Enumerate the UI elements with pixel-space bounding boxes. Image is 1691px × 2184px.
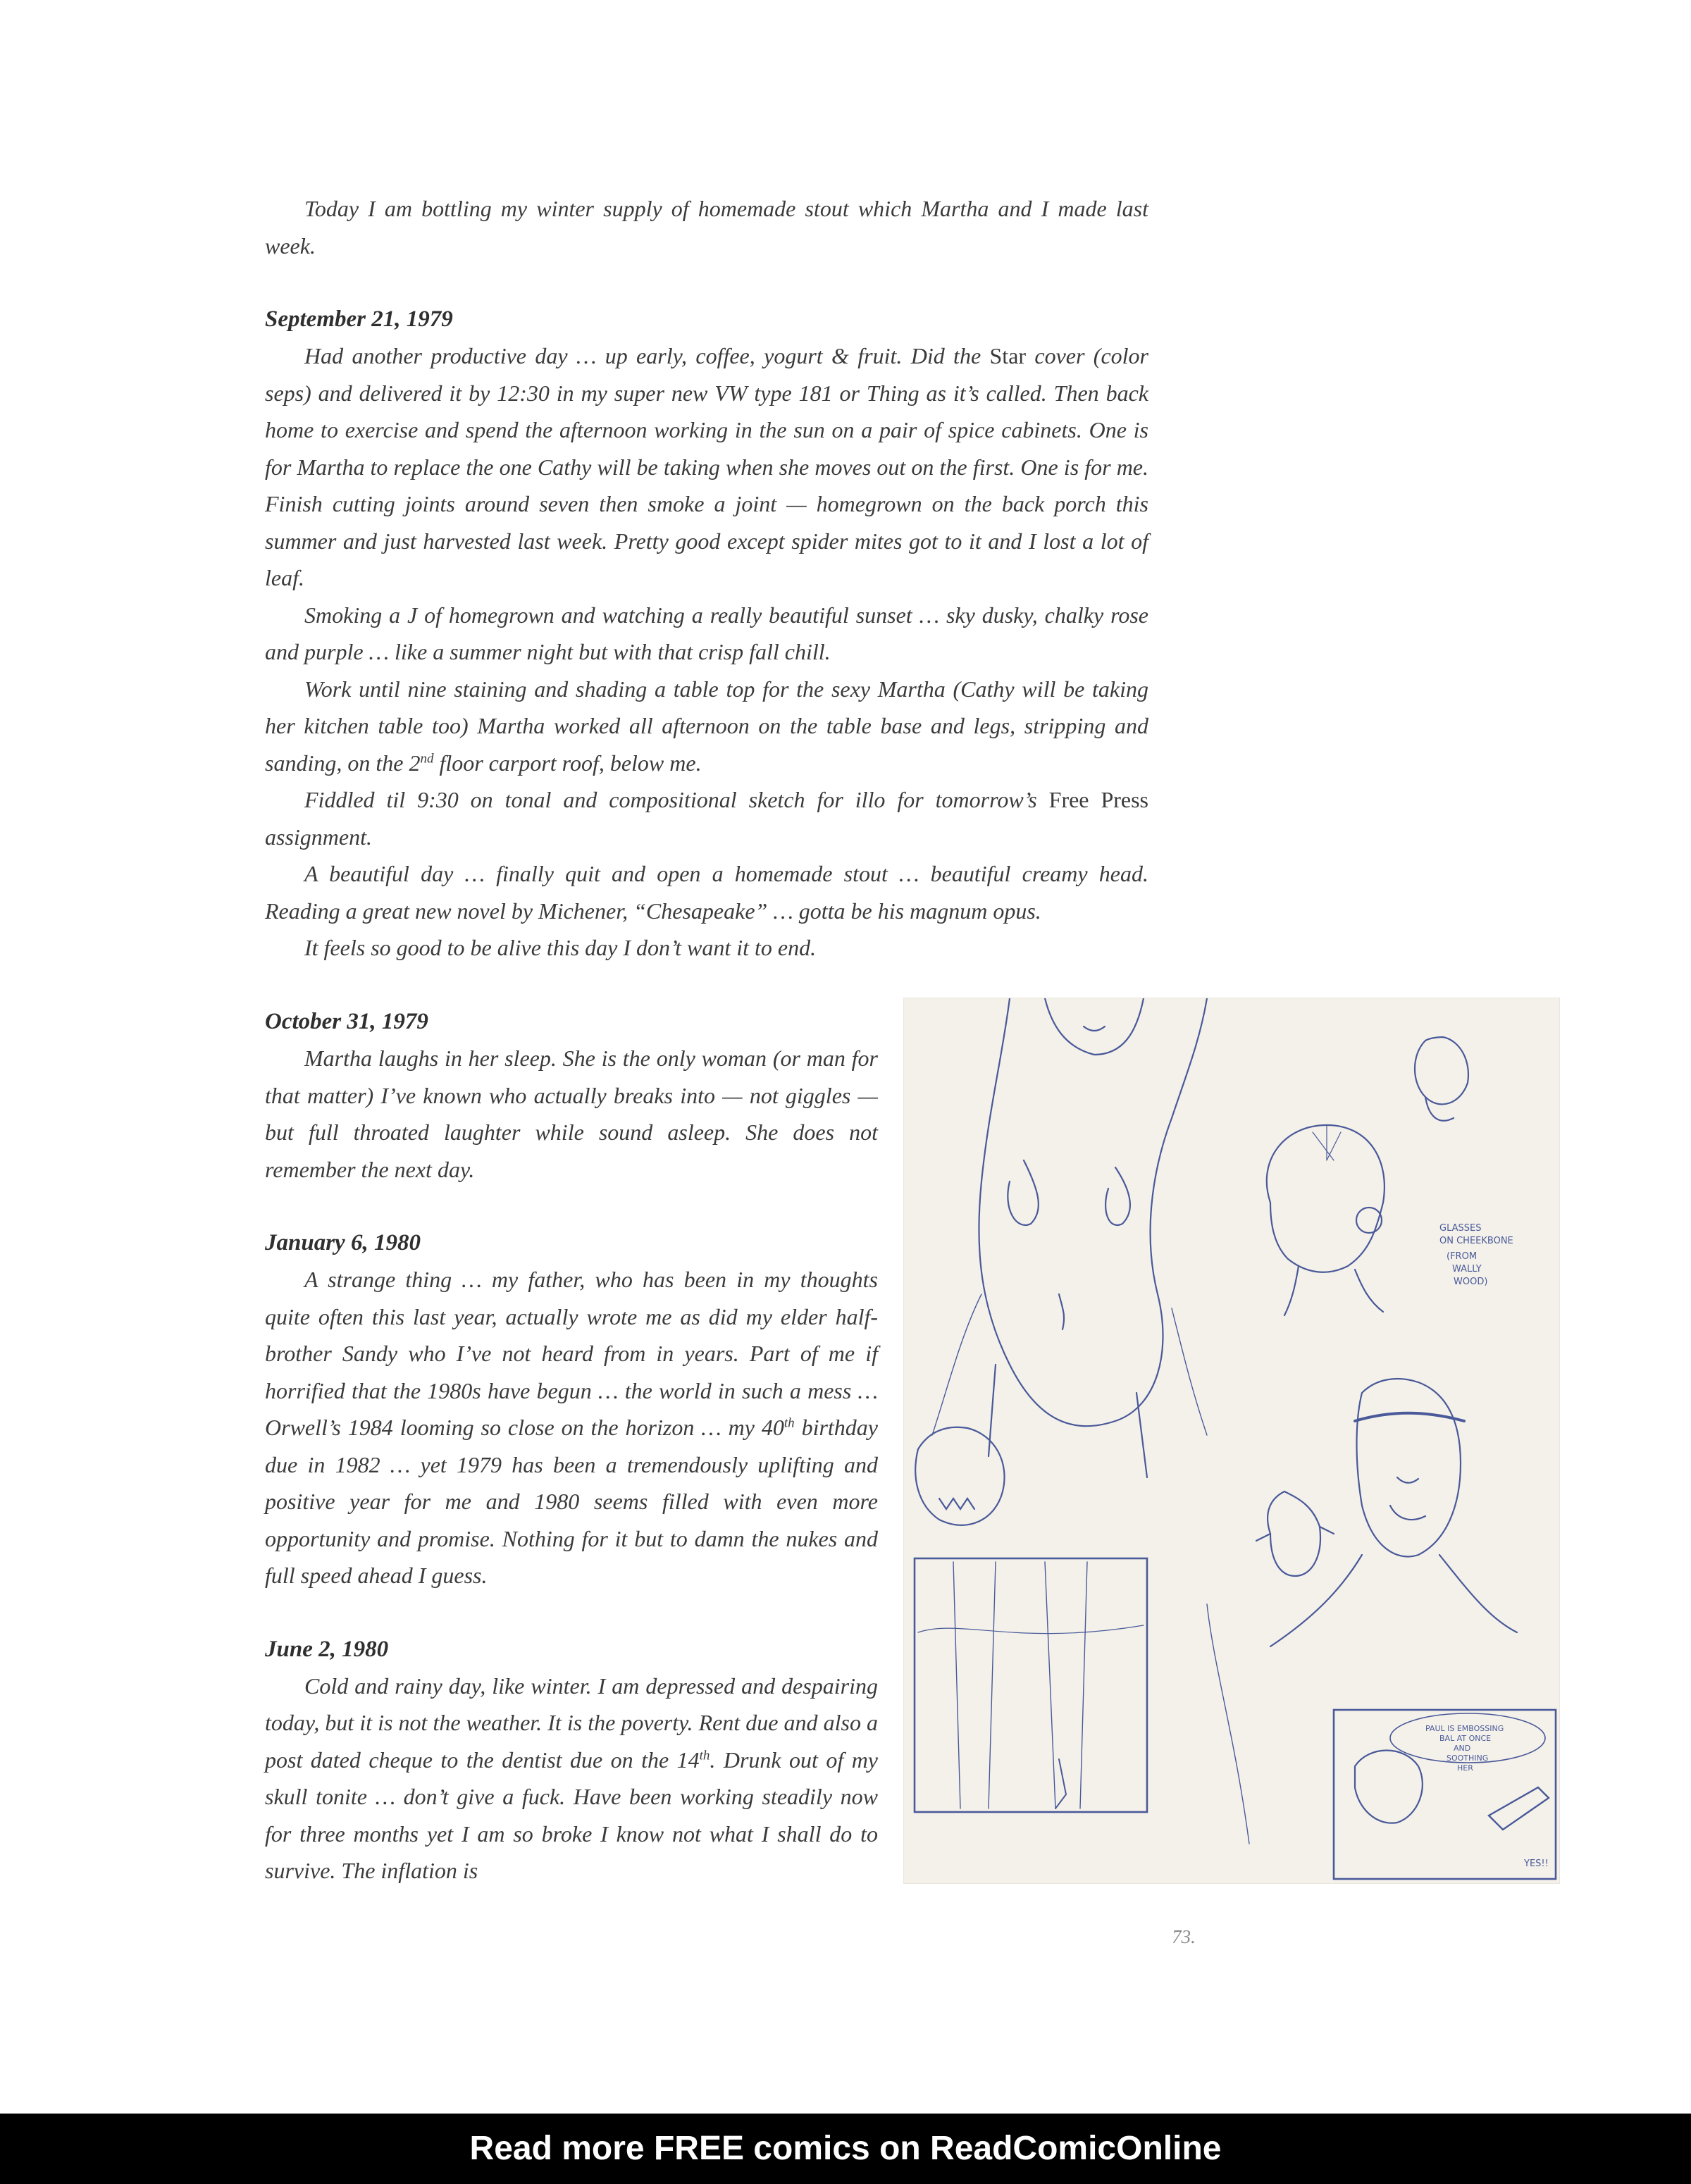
- journal-column-left: [265, 1003, 878, 1926]
- pen-sketches: [904, 998, 1559, 1883]
- newspaper-title: Free Press: [1048, 787, 1149, 812]
- entry-oct-31-1979: [265, 1003, 878, 1188]
- entry-paragraph: Martha laughs in her sleep. She is the only woman (or man for that matter) I’ve known who actually breaks into — not giggles — but full throated laughter while sound asleep. She does not remember the next day.: [265, 1046, 878, 1182]
- sketch-note-line: GLASSES: [1439, 1223, 1482, 1234]
- magazine-title: Star: [989, 343, 1027, 368]
- man-with-headband-sketch: [1357, 1379, 1461, 1556]
- sketchbook-page-image: [903, 998, 1560, 1884]
- entry-paragraph: A strange thing … my father, who has been in my thoughts quite often this last year, actually wrote me as did my elder half-brother Sandy who I’ve not heard from in years. Part of me if horrified that the 1980s have begun … the world in such a mess … Orwell’s 1984 looming so close on the horizon … my 40th birthday due in 1982 … yet 1979 has been a tremendously uplifting and positive year for me and 1980 seems filled with even more opportunity and promise. Nothing for it but to damn the nukes and full speed ahead I guess.: [265, 1267, 879, 1588]
- sketch-note-line: (FROM: [1447, 1251, 1478, 1262]
- sketch-note-line: WOOD): [1454, 1277, 1488, 1287]
- old-man-head-sketch: [1415, 1037, 1468, 1104]
- entry-paragraph: Fiddled til 9:30 on tonal and compositional sketch for illo for tomorrow’s Free Press assignment.: [265, 787, 1149, 850]
- gremlin-head-sketch: [1268, 1491, 1320, 1576]
- forest-panel-sketch: [915, 1558, 1147, 1812]
- sketch-note-line: AND: [1454, 1744, 1471, 1753]
- promo-banner[interactable]: Read more FREE comics on ReadComicOnline: [0, 2114, 1691, 2184]
- intro-paragraph: Today I am bottling my winter supply of homemade stout which Martha and I made last week.: [265, 196, 1148, 259]
- entry-date: January 6, 1980: [265, 1230, 421, 1255]
- figure-torso-sketch: [979, 998, 1207, 1426]
- entry-date: June 2, 1980: [265, 1636, 389, 1662]
- entry-jun-2-1980: [265, 1631, 878, 1890]
- entry-jan-6-1980: [265, 1224, 878, 1594]
- sketch-note-line: PAUL IS EMBOSSING: [1425, 1724, 1504, 1733]
- page-number: 73.: [1172, 1926, 1196, 1947]
- boy-with-glasses-sketch: [1267, 1125, 1385, 1272]
- entry-paragraph: Smoking a J of homegrown and watching a really beautiful sunset … sky dusky, chalky rose and purple … like a summer night but with that crisp fall chill.: [265, 602, 1148, 664]
- entry-paragraph: A beautiful day … finally quit and open a homemade stout … beautiful creamy head. Reading a great new novel by Michener, “Chesapeake” … gotta be his magnum opus.: [265, 861, 1148, 924]
- sketch-note-line: ON CHEEKBONE: [1439, 1236, 1513, 1246]
- entry-paragraph: Cold and rainy day, like winter. I am depressed and despairing today, but it is not the weather. It is the poverty. Rent due and also a post dated cheque to the dentist due on the 14th. Drunk out of my skull tonite … don’t give a fuck. Have been working steadily now for three months yet I am so broke I know not what I shall do to survive. The inflation is: [265, 1673, 879, 1883]
- entry-date: October 31, 1979: [265, 1009, 428, 1034]
- entry-paragraph: Work until nine staining and shading a table top for the sexy Martha (Cathy will be taking her kitchen table too) Martha worked all afternoon on the table base and legs, stripping and sanding, on the 2nd floor carport roof, below me.: [265, 676, 1148, 776]
- sketch-note-line: BAL AT ONCE: [1439, 1734, 1492, 1743]
- entry-date: September 21, 1979: [265, 306, 453, 332]
- sketch-note-line: WALLY: [1452, 1264, 1482, 1274]
- gorilla-head-sketch: [915, 1427, 1004, 1525]
- sketch-note-yes: YES!!: [1524, 1859, 1549, 1869]
- entry-paragraph: Had another productive day … up early, coffee, yogurt & fruit. Did the Star cover (color seps) and delivered it by 12:30 in my super new VW type 181 or Thing as it’s called. Then back home to exercise and spend the afternoon working in the sun on a pair of spice cabinets. One is for Martha to replace the one Cathy will be taking when she moves out on the first. One is for me. Finish cutting joints around seven then smoke a joint — homegrown on the back porch this summer and just harvested last week. Pretty good except spider mites got to it and I lost a lot of leaf.: [265, 343, 1149, 590]
- entry-paragraph: It feels so good to be alive this day I don’t want it to end.: [304, 935, 817, 960]
- journal-column-main: [265, 190, 1148, 1003]
- sketch-note-line: HER: [1457, 1763, 1473, 1773]
- entry-sep-21-1979: [265, 301, 1148, 967]
- sketch-note-line: SOOTHING: [1447, 1754, 1489, 1763]
